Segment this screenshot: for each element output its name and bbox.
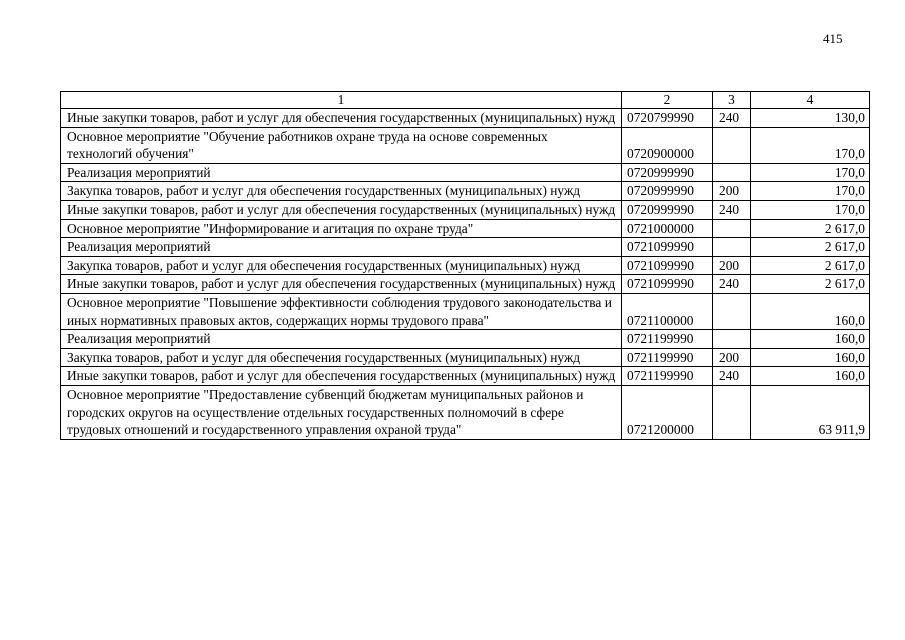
item-description: Реализация мероприятий	[61, 330, 622, 349]
item-description: Реализация мероприятий	[61, 238, 622, 257]
item-code: 0720900000	[622, 127, 713, 163]
item-description: Закупка товаров, работ и услуг для обеспечения государственных (муниципальных) нужд	[61, 348, 622, 367]
item-amount: 2 617,0	[751, 275, 870, 294]
table-row	[61, 109, 870, 128]
item-code: 0721200000	[622, 385, 713, 439]
expense-type-code	[713, 238, 751, 257]
expense-type-code: 200	[713, 256, 751, 275]
table-row	[61, 330, 870, 349]
table-row	[61, 293, 870, 329]
item-code: 0721199990	[622, 348, 713, 367]
expense-type-code	[713, 127, 751, 163]
item-amount: 2 617,0	[751, 256, 870, 275]
item-description: Основное мероприятие "Повышение эффективности соблюдения трудового законодательства и иных нормативных правовых актов, содержащих нормы трудового права"	[61, 293, 622, 329]
budget-table	[60, 91, 870, 440]
item-description: Иные закупки товаров, работ и услуг для обеспечения государственных (муниципальных) нужд	[61, 275, 622, 294]
table-row	[61, 163, 870, 182]
item-amount: 2 617,0	[751, 238, 870, 257]
item-code: 0720799990	[622, 109, 713, 128]
item-amount: 170,0	[751, 200, 870, 219]
item-code: 0721199990	[622, 367, 713, 386]
page-number: 415	[823, 31, 843, 46]
expense-type-code: 200	[713, 348, 751, 367]
item-amount: 160,0	[751, 330, 870, 349]
table-row	[61, 348, 870, 367]
item-description: Реализация мероприятий	[61, 163, 622, 182]
header-cell-2: 2	[622, 92, 713, 109]
item-amount: 63 911,9	[751, 385, 870, 439]
expense-type-code	[713, 219, 751, 238]
table-row	[61, 256, 870, 275]
header-row	[61, 92, 870, 109]
table-body	[61, 109, 870, 440]
item-code: 0721100000	[622, 293, 713, 329]
table-row	[61, 200, 870, 219]
item-amount: 160,0	[751, 348, 870, 367]
item-description: Основное мероприятие "Обучение работников охране труда на основе современных технологий обучения"	[61, 127, 622, 163]
expense-type-code	[713, 330, 751, 349]
expense-type-code: 240	[713, 275, 751, 294]
item-code: 0721000000	[622, 219, 713, 238]
table-row	[61, 127, 870, 163]
expense-type-code	[713, 293, 751, 329]
expense-type-code: 240	[713, 109, 751, 128]
item-code: 0720999990	[622, 182, 713, 201]
table-row	[61, 385, 870, 439]
item-code: 0721099990	[622, 256, 713, 275]
table-row	[61, 275, 870, 294]
table-row	[61, 219, 870, 238]
item-amount: 130,0	[751, 109, 870, 128]
expense-type-code	[713, 385, 751, 439]
expense-type-code: 240	[713, 200, 751, 219]
item-description: Иные закупки товаров, работ и услуг для обеспечения государственных (муниципальных) нужд	[61, 109, 622, 128]
item-amount: 160,0	[751, 367, 870, 386]
item-amount: 170,0	[751, 127, 870, 163]
item-description: Основное мероприятие "Информирование и агитация по охране труда"	[61, 219, 622, 238]
item-description: Основное мероприятие "Предоставление субвенций бюджетам муниципальных районов и городских округов на осуществление отдельных государственных полномочий в сфере трудовых отношений и государственного управления охраной труда"	[61, 385, 622, 439]
item-code: 0721099990	[622, 275, 713, 294]
item-amount: 170,0	[751, 182, 870, 201]
header-cell-4: 4	[751, 92, 870, 109]
item-amount: 160,0	[751, 293, 870, 329]
item-code: 0720999990	[622, 163, 713, 182]
header-cell-1: 1	[61, 92, 622, 109]
item-code: 0720999990	[622, 200, 713, 219]
header-cell-3: 3	[713, 92, 751, 109]
expense-type-code: 200	[713, 182, 751, 201]
item-code: 0721199990	[622, 330, 713, 349]
item-amount: 2 617,0	[751, 219, 870, 238]
table-row	[61, 238, 870, 257]
item-amount: 170,0	[751, 163, 870, 182]
item-description: Закупка товаров, работ и услуг для обеспечения государственных (муниципальных) нужд	[61, 256, 622, 275]
item-code: 0721099990	[622, 238, 713, 257]
expense-type-code	[713, 163, 751, 182]
expense-type-code: 240	[713, 367, 751, 386]
table-row	[61, 367, 870, 386]
item-description: Закупка товаров, работ и услуг для обеспечения государственных (муниципальных) нужд	[61, 182, 622, 201]
item-description: Иные закупки товаров, работ и услуг для обеспечения государственных (муниципальных) нужд	[61, 200, 622, 219]
table-row	[61, 182, 870, 201]
item-description: Иные закупки товаров, работ и услуг для обеспечения государственных (муниципальных) нужд	[61, 367, 622, 386]
